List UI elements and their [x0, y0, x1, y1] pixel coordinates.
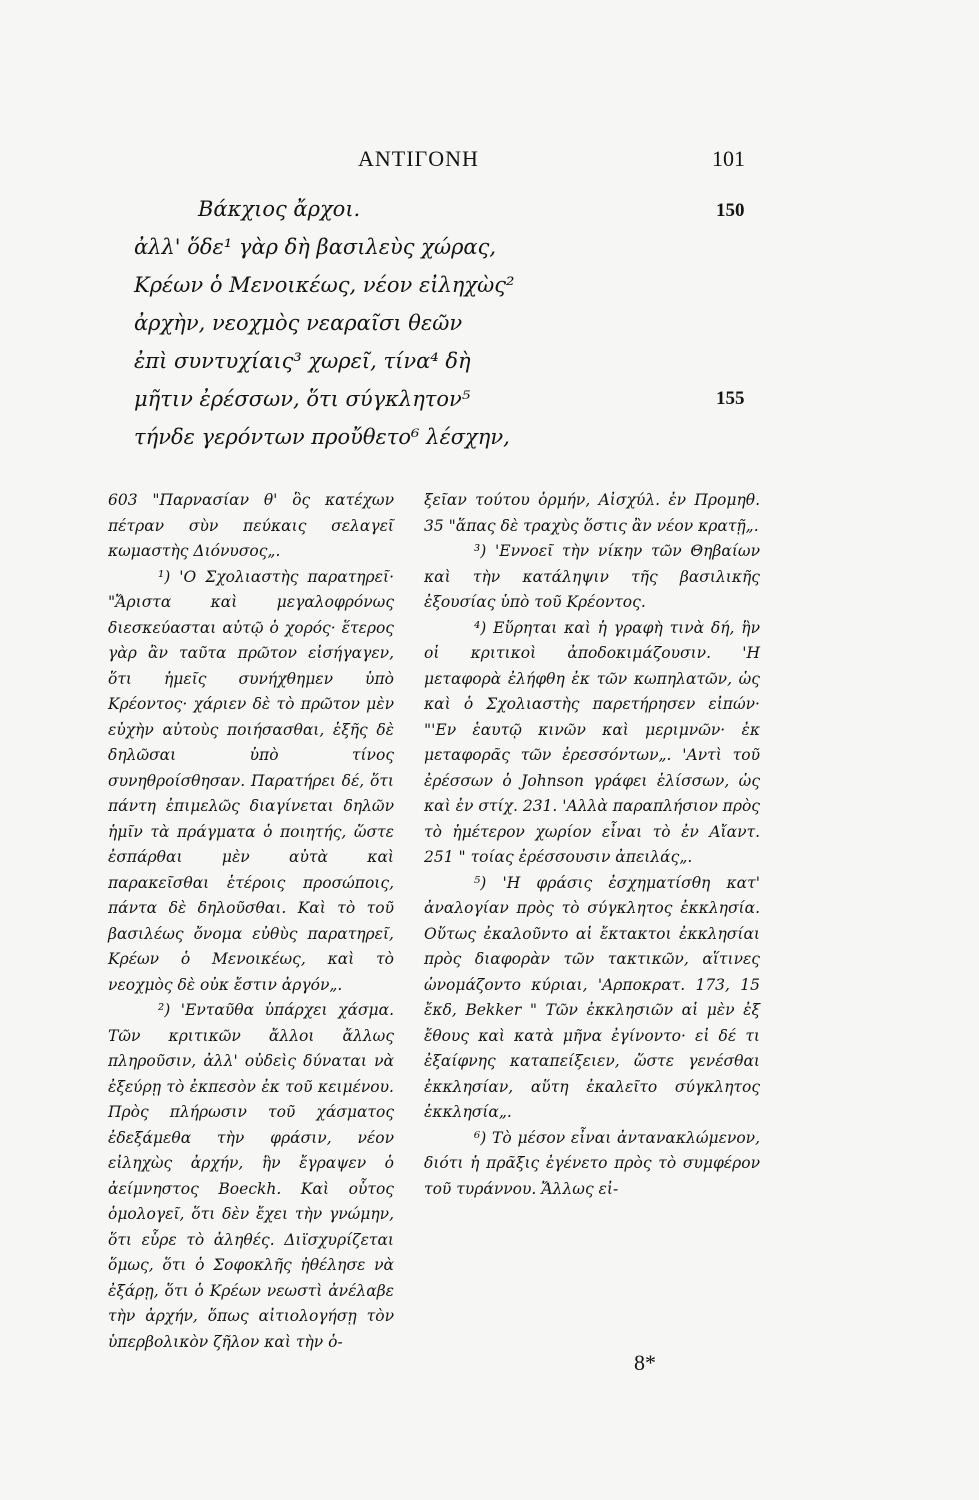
note-paragraph: 603 "Παρνασίαν θ' ὃς κατέχων πέτραν σὺν πεύκαις σελαγεῖ κωμαστὴς Διόνυσος„.: [108, 491, 394, 560]
line-number: 150: [716, 200, 745, 221]
note-paragraph: ²) 'Ενταῦθα ὑπάρχει χάσμα. Τῶν κριτικῶν ἄλλοι ἄλλως πληροῦσιν, ἀλλ' οὐδεὶς δύναται νὰ ἐξεύρῃ τὸ ἐκπεσὸν ἐκ τοῦ κειμένου. Πρὸς πλήρωσιν τοῦ χάσματος ἐδεξάμεθα τὴν φράσιν, νέον εἰληχὼς ἀρχήν, ἣν ἔγραψεν ὁ ἀείμνηστος Boeckh. Καὶ οὗτος ὁμολογεῖ, ὅτι δὲν ἔχει τὴν γνώμην, ὅτι εὗρε τὸ ἀληθές. Διϊσχυρίζεται ὅμως, ὅτι ὁ Σοφοκλῆς ἠθέλησε νὰ ἐξάρῃ, ὅτι ὁ Κρέων νεωστὶ ἀνέλαβε τὴν ἀρχήν, ὅπως αἰτιολογήσῃ τὸν ὑπερβολικὸν ζῆλον καὶ τὴν ὁ-: [108, 1001, 394, 1351]
verse-line: Κρέων ὁ Μενοικέως, νέον εἰληχὼς²: [134, 273, 515, 297]
note-paragraph: ⁴) Εὕρηται καὶ ἡ γραφὴ τινὰ δή, ἣν οἱ κριτικοὶ ἀποδοκιμάζουσιν. 'Η μεταφορὰ ἐλήφθη ἐκ τῶν κωπηλατῶν, ὡς καὶ ὁ Σχολιαστὴς παρετήρησεν εἰπών· "'Εν ἑαυτῷ κινῶν καὶ μεριμνῶν· ἐκ μεταφορᾶς τῶν ἐρεσσόντων„. 'Αντὶ τοῦ ἐρέσσων ὁ Johnson γράφει ἑλίσσων, ὡς καὶ ἐν στίχ. 231. 'Αλλὰ παραπλήσιον πρὸς τὸ ἡμέτερον χωρίον εἶναι τὸ ἐν Αἴαντ. 251 " τοίας ἐρέσσουσιν ἀπειλάς„.: [424, 618, 760, 866]
verse-line: τήνδε γερόντων προὔθετο⁶ λέσχην,: [134, 425, 510, 449]
notes-right-column: [424, 488, 760, 1202]
verse-line: ἀλλ' ὅδε¹ γὰρ δὴ βασιλεὺς χώρας,: [134, 235, 497, 259]
verse-line: ἐπὶ συντυχίαις³ χωρεῖ, τίνα⁴ δὴ: [134, 349, 471, 373]
running-header: [0, 146, 979, 182]
signature-mark: 8*: [634, 1350, 656, 1375]
note-paragraph: ⁵) 'Η φράσις ἐσχηματίσθη κατ' ἀναλογίαν πρὸς τὸ σύγκλητος ἐκκλησία. Οὕτως ἐκαλοῦντο αἱ ἔκτακτοι ἐκκλησίαι πρὸς διαφορὰν τῶν τακτικῶν, αἵτινες ὠνομάζοντο κύριαι, 'Αρποκρατ. 173, 15 ἔκδ, Bekker " Τῶν ἐκκλησιῶν αἱ μὲν ἐξ ἔθους καὶ κατὰ μῆνα ἐγίνοντο· εἰ δέ τι ἐξαίφνης καταπείξειεν, ὥστε γενέσθαι ἐκκλησίαν, αὕτη ἐκαλεῖτο σύγκλητος ἐκκλησία„.: [424, 873, 760, 1121]
verse-line: μῆτιν ἐρέσσων, ὅτι σύγκλητον⁵: [134, 387, 471, 411]
verse-line: ἀρχὴν, νεοχμὸς νεαραῖσι θεῶν: [134, 311, 463, 335]
note-paragraph: ⁶) Τὸ μέσον εἶναι ἀντανακλώμενον, διότι ἡ πρᾶξις ἐγένετο πρὸς τὸ συμφέρον τοῦ τυράννου. Ἄλλως εἰ-: [424, 1128, 760, 1198]
verse-line: Βάκχιος ἄρχοι.: [198, 197, 361, 221]
running-title: ΑΝΤΙΓΟΝΗ: [358, 146, 479, 171]
verse-block: [134, 190, 574, 456]
note-paragraph: ³) 'Εννοεῖ τὴν νίκην τῶν Θηβαίων καὶ τὴν κατάληψιν τῆς βασιλικῆς ἐξουσίας ὑπὸ τοῦ Κρέοντος.: [424, 542, 760, 611]
note-paragraph: ξεῖαν τούτου ὁρμήν, Αἰσχύλ. ἐν Προμηθ. 35 "ἅπας δὲ τραχὺς ὅστις ἂν νέον κρατῇ„.: [424, 491, 760, 535]
notes-left-column: [108, 488, 394, 1355]
note-paragraph: ¹) 'Ο Σχολιαστὴς παρατηρεῖ· "Ἄριστα καὶ μεγαλοφρόνως διεσκεύασται αὐτῷ ὁ χορός· ἕτερος γὰρ ἂν ταῦτα πρῶτον εἰσήγαγεν, ὅτι ἡμεῖς συνήχθημεν ὑπὸ Κρέοντος· χάριεν δὲ τὸ πρῶτον μὲν εὐχὴν αὐτοὺς ποιήσασθαι, ἑξῆς δὲ δηλῶσαι ὑπὸ τίνος συνηθροίσθησαν. Παρατήρει δέ, ὅτι πάντη ἐπιμελῶς διαγίνεται δηλῶν ἡμῖν τὰ πράγματα ὁ ποιητής, ὥστε ἐσπάρθαι μὲν αὐτὰ καὶ παρακεῖσθαι ἑτέροις προσώποις, πάντα δὲ δηλοῦσθαι. Καὶ τὸ τοῦ βασιλέως ὄνομα εὐθὺς παρατηρεῖ, Κρέων ὁ Μενοικέως, καὶ τὸ νεοχμὸς δὲ οὐκ ἔστιν ἀργόν„.: [108, 567, 394, 994]
page-number: 101: [712, 146, 745, 171]
line-number: 155: [716, 388, 745, 409]
